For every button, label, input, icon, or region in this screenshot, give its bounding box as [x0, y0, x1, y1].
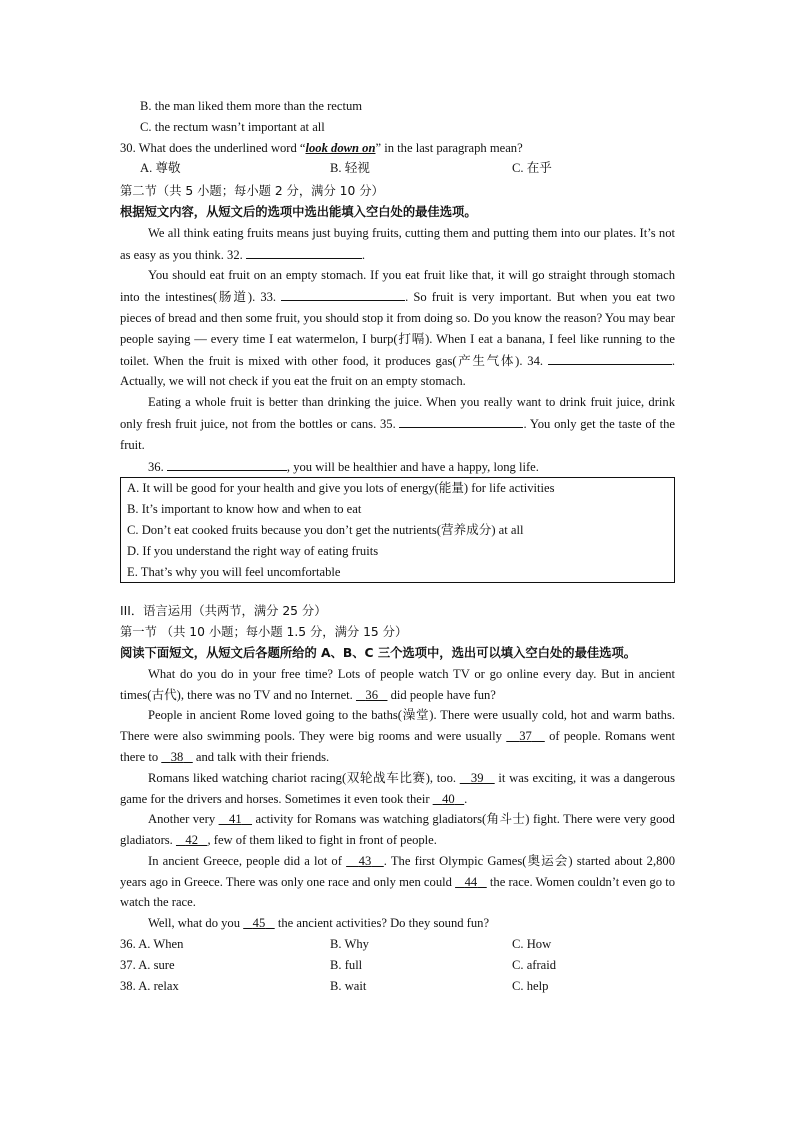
cloze-paragraph-1: What do you do in your free time? Lots of people watch TV or go online every day. But in ancient times(古代), there was no TV and no Internet. 36 did people have fun? [120, 666, 675, 702]
option-e: E. That’s why you will feel uncomfortable [127, 564, 341, 579]
q30-option-c: C. 在乎 [512, 161, 552, 176]
question-30-options [120, 158, 675, 179]
section2-heading: 第二节（共 5 小题；每小题 2 分，满分 10 分） [120, 184, 384, 199]
blank-num-41: 41 [229, 812, 242, 827]
blank-num-36: 36 [365, 687, 379, 702]
option-a: A. It will be good for your health and give you lots of energy(能量) for life activities [127, 481, 555, 496]
blank-num-40: 40 [442, 791, 455, 806]
answer-row-38: 38. A. relax B. wait C. help [120, 978, 549, 993]
spacer [120, 583, 675, 601]
q30-option-b: B. 轻视 [330, 161, 370, 176]
cloze-paragraph-6: Well, what do you 45 the ancient activities? Do they sound fun? [148, 916, 490, 931]
underlined-phrase: look down on [305, 140, 376, 155]
section2-instruction: 根据短文内容，从短文后的选项中选出能填入空白处的最佳选项。 [120, 204, 477, 219]
options-box [120, 477, 675, 583]
q29-option-b: B. the man liked them more than the rectum [140, 99, 363, 113]
q30-option-a: A. 尊敬 [140, 161, 181, 176]
blank-num-38: 38 [170, 749, 184, 764]
blank-num-43: 43 [358, 853, 372, 868]
blank-33[interactable] [281, 286, 405, 301]
blank-num-44: 44 [464, 874, 478, 889]
option-b: B. It’s important to know how and when to eat [127, 502, 362, 517]
blank-32[interactable] [246, 244, 362, 259]
passage-paragraph-3: Eating a whole fruit is better than drinking the juice. When you really want to drink fruit juice, drink only fresh fruit juice, not from the bottles or cans. 35. . You only get the taste of the fruit. [120, 395, 675, 452]
cloze-paragraph-5: In ancient Greece, people did a lot of 43 . The first Olympic Games(奥运会) started about 2,800 years ago in Greece. There was only one race and only men could 44 the race. Women couldn’t even go to watch the race. [120, 853, 675, 910]
cloze-paragraph-3: Romans liked watching chariot racing(双轮战车比赛), too. 39 it was exciting, it was a dangerous game for the drivers and horses. Sometimes it even took their 40 . [120, 770, 675, 806]
document-page [120, 96, 675, 996]
blank-num-42: 42 [185, 833, 199, 848]
answer-row-36: 36. A. When B. Why C. How [120, 937, 552, 952]
part3-subheading: 第一节 （共 10 小题；每小题 1.5 分，满分 15 分） [120, 625, 408, 640]
passage-paragraph-1: We all think eating fruits means just buying fruits, cutting them and putting them into our plates. It’s not as easy as you think. 32. . [120, 225, 675, 262]
q29-option-c: C. the rectum wasn’t important at all [140, 119, 325, 134]
option-c: C. Don’t eat cooked fruits because you don’t get the nutrients(营养成分) at all [127, 522, 524, 537]
blank-num-37: 37 [519, 729, 532, 744]
part3-heading: III．语言运用（共两节，满分 25 分） [120, 604, 327, 619]
answer-row-37: 37. A. sure B. full C. afraid [120, 957, 557, 972]
passage-paragraph-2: You should eat fruit on an empty stomach. If you eat fruit like that, it will go straight through stomach into the intestines(肠道). 33. . So fruit is very important. But when you eat two pieces of bread and then some fruit, you should stop it from doing so. Do you know the reason? You may bear people saying — every time I eat watermelon, I burp(打嗝). When I eat a banana, I feel like running to the toilet. When the fruit is mixed with other food, it produces gas(产生气体). 34. . Actually, we will not check if you eat the fruit on an empty stomach. [120, 268, 675, 389]
part3-instruction: 阅读下面短文，从短文后各题所给的 A、B、C 三个选项中，选出可以填入空白处的最佳选项。 [120, 645, 637, 660]
blank-35[interactable] [399, 413, 523, 428]
cloze-paragraph-4: Another very 41 activity for Romans was watching gladiators(角斗士) fight. There were very good gladiators. 42 , few of them liked to fight in front of people. [120, 812, 675, 848]
cloze-paragraph-2: People in ancient Rome loved going to the baths(澡堂). There were usually cold, hot and warm baths. There were also swimming pools. They were big rooms and were usually 37 of people. Romans went there to 38 and talk with their friends. [120, 708, 675, 764]
passage-paragraph-4: 36. , you will be healthier and have a happy, long life. [120, 456, 675, 478]
blank-num-39: 39 [470, 770, 484, 785]
blank-num-45: 45 [252, 916, 266, 931]
question-30: 30. What does the underlined word “look down on” in the last paragraph mean? [120, 140, 523, 155]
blank-36[interactable] [167, 456, 287, 471]
option-d: D. If you understand the right way of eating fruits [127, 543, 379, 558]
blank-34[interactable] [548, 350, 672, 365]
